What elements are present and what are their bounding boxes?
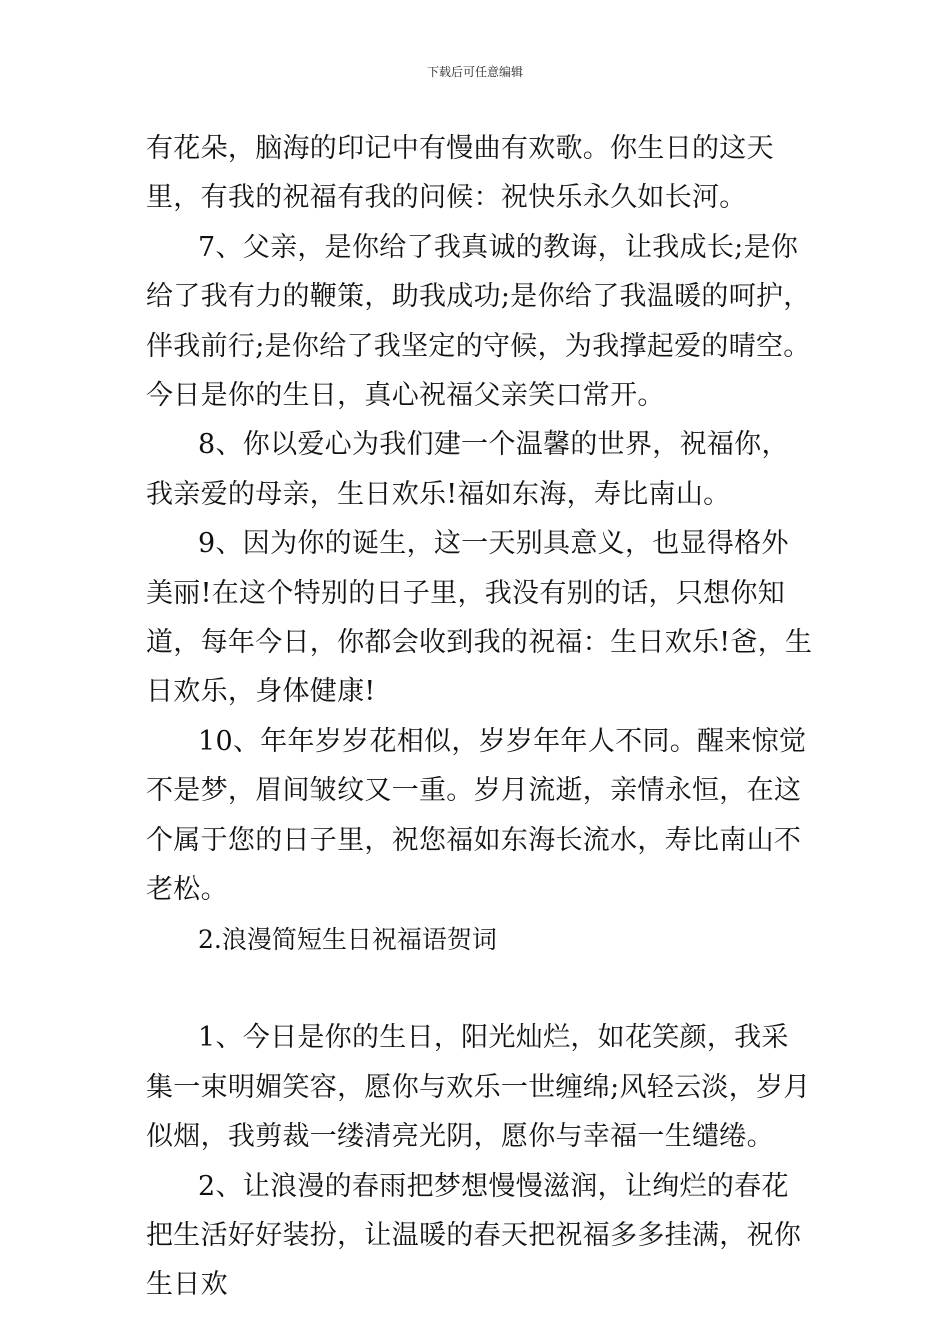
document-body — [146, 124, 816, 1310]
paragraph-item-10: 10、年年岁岁花相似，岁岁年年人不同。醒来惊觉不是梦，眉间皱纹又一重。岁月流逝，亲情永恒，在这个属于您的日子里，祝您福如东海长流水，寿比南山不老松。 — [146, 725, 807, 906]
section-heading: 2.浪漫简短生日祝福语贺词 — [198, 924, 497, 954]
page-header: 下载后可任意编辑 — [426, 65, 523, 79]
paragraph-item-2: 2、让浪漫的春雨把梦想慢慢滋润，让绚烂的春花把生活好好装扮，让温暖的春天把祝福多多挂满，祝你生日欢 — [146, 1170, 802, 1301]
paragraph-item-8: 8、你以爱心为我们建一个温馨的世界，祝福你，我亲爱的母亲，生日欢乐!福如东海，寿比南山。 — [146, 429, 789, 510]
paragraph-item-9: 9、因为你的诞生，这一天别具意义，也显得格外美丽!在这个特别的日子里，我没有别的话，只想你知道，每年今日，你都会收到我的祝福：生日欢乐!爸，生日欢乐，身体健康! — [146, 528, 813, 708]
paragraph-continuation: 有花朵，脑海的印记中有慢曲有欢歌。你生日的这天里，有我的祝福有我的问候：祝快乐永久如长河。 — [146, 133, 774, 214]
paragraph-item-1: 1、今日是你的生日，阳光灿烂，如花笑颜，我采集一束明媚笑容，愿你与欢乐一世缠绵;风轻云淡，岁月似烟，我剪裁一缕清亮光阴，愿你与幸福一生缱绻。 — [146, 1022, 811, 1153]
paragraph-item-7: 7、父亲，是你给了我真诚的教诲，让我成长;是你给了我有力的鞭策，助我成功;是你给了我温暖的呵护，伴我前行;是你给了我坚定的守候，为我撑起爱的晴空。今日是你的生日，真心祝福父亲笑口常开。 — [146, 231, 811, 412]
